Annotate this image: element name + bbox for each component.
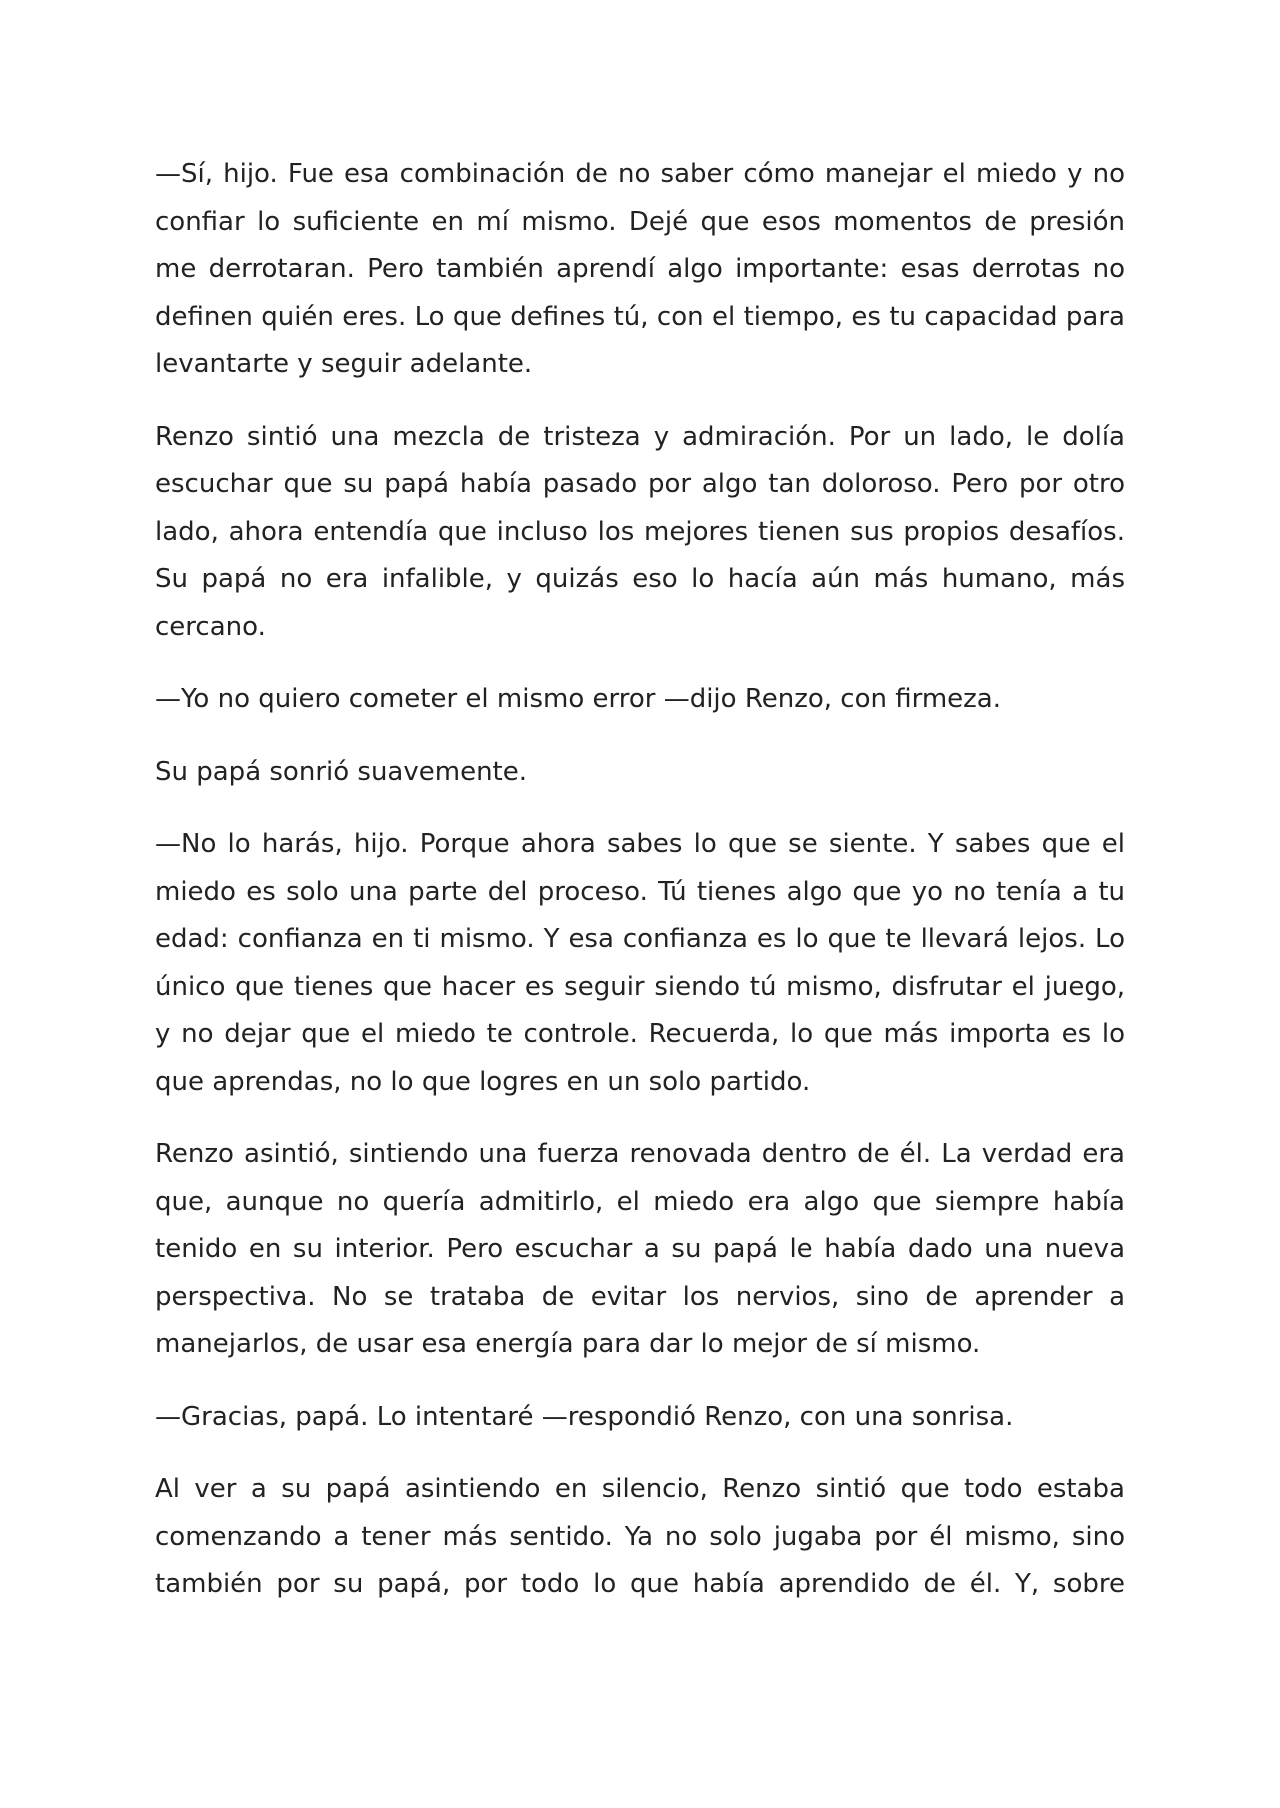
paragraph: —Gracias, papá. Lo intentaré —respondió Renzo, con una sonrisa. bbox=[155, 1401, 1014, 1432]
paragraph: Al ver a su papá asintiendo en silencio, Renzo sintió que todo estaba comenzando a tener más sentido. Ya no solo jugaba por él mismo, sino también por su papá, por todo lo que había aprendido de él. Y, sobre bbox=[155, 1474, 1125, 1599]
body-text bbox=[155, 151, 1125, 1609]
paragraph: Renzo sintió una mezcla de tristeza y admiración. Por un lado, le dolía escuchar que su papá había pasado por algo tan doloroso. Pero por otro lado, ahora entendía que incluso los mejores tienen sus propios desafíos. Su papá no era infalible, y quizás eso lo hacía aún más humano, más cercano. bbox=[155, 421, 1125, 642]
paragraph: —Sí, hijo. Fue esa combinación de no saber cómo manejar el miedo y no confiar lo suficiente en mí mismo. Dejé que esos momentos de presión me derrotaran. Pero también aprendí algo importante: esas derrotas no definen quién eres. Lo que defines tú, con el tiempo, es tu capacidad para levantarte y seguir adelante. bbox=[155, 159, 1125, 379]
paragraph: —No lo harás, hijo. Porque ahora sabes lo que se siente. Y sabes que el miedo es solo una parte del proceso. Tú tienes algo que yo no tenía a tu edad: confianza en ti mismo. Y esa confianza es lo que te llevará lejos. Lo único que tienes que hacer es seguir siendo tú mismo, disfrutar el juego, y no dejar que el miedo te controle. Recuerda, lo que más importa es lo que aprendas, no lo que logres en un solo partido. bbox=[155, 829, 1125, 1097]
paragraph: Renzo asintió, sintiendo una fuerza renovada dentro de él. La verdad era que, aunque no quería admitirlo, el miedo era algo que siempre había tenido en su interior. Pero escuchar a su papá le había dado una nueva perspectiva. No se trataba de evitar los nervios, sino de aprender a manejarlos, de usar esa energía para dar lo mejor de sí mismo. bbox=[155, 1139, 1125, 1359]
paragraph: —Yo no quiero cometer el mismo error —dijo Renzo, con firmeza. bbox=[155, 684, 1002, 714]
paragraph: Su papá sonrió suavemente. bbox=[155, 756, 527, 787]
